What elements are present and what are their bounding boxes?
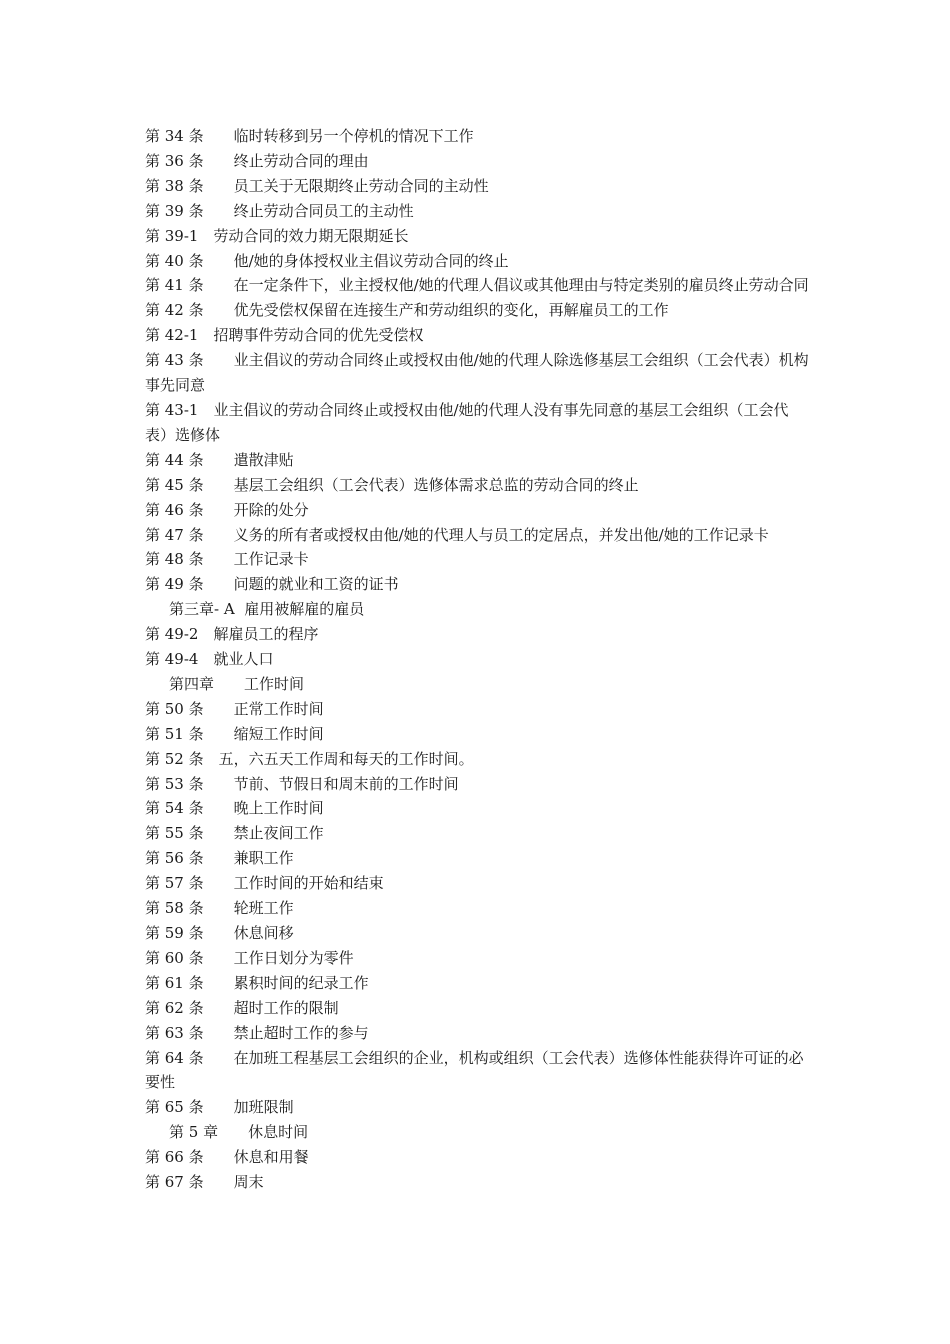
article-line: 第 47 条 义务的所有者或授权由他/她的代理人与员工的定居点，并发出他/她的工作记录卡 <box>145 525 769 544</box>
article-line: 第 43 条 业主倡议的劳动合同终止或授权由他/她的代理人除选修基层工会组织（工会代表）机构事先同意 <box>145 351 809 395</box>
article-line: 第 39 条 终止劳动合同员工的主动性 <box>145 201 414 220</box>
article-line: 第 53 条 节前、节假日和周末前的工作时间 <box>145 774 459 793</box>
article-line: 第 62 条 超时工作的限制 <box>145 998 339 1017</box>
article-line: 第 55 条 禁止夜间工作 <box>145 824 324 843</box>
article-line: 第 64 条 在加班工程基层工会组织的企业，机构或组织（工会代表）选修体性能获得许可证的必要性 <box>145 1048 804 1092</box>
article-line: 第 41 条 在一定条件下，业主授权他/她的代理人倡议或其他理由与特定类别的雇员终止劳动合同 <box>145 276 809 295</box>
chapter-heading: 第四章 工作时间 <box>169 674 305 693</box>
article-line: 第 38 条 员工关于无限期终止劳动合同的主动性 <box>145 176 489 195</box>
article-line: 第 44 条 遣散津贴 <box>145 450 294 469</box>
article-line: 第 65 条 加班限制 <box>145 1098 294 1117</box>
article-line: 第 40 条 他/她的身体授权业主倡议劳动合同的终止 <box>145 251 509 270</box>
article-line: 第 42-1 招聘事件劳动合同的优先受偿权 <box>145 326 424 345</box>
article-line: 第 39-1 劳动合同的效力期无限期延长 <box>145 226 409 245</box>
article-line: 第 59 条 休息间移 <box>145 924 294 942</box>
article-line: 第 52 条 五，六五天工作周和每天的工作时间。 <box>145 749 474 768</box>
article-line: 第 51 条 缩短工作时间 <box>145 724 324 743</box>
article-line: 第 49-4 就业人口 <box>145 650 274 669</box>
article-line: 第 49-2 解雇员工的程序 <box>145 625 319 644</box>
article-line: 第 57 条 工作时间的开始和结束 <box>145 874 384 893</box>
article-line: 第 48 条 工作记录卡 <box>145 550 309 569</box>
article-line: 第 60 条 工作日划分为零件 <box>145 948 354 967</box>
article-line: 第 61 条 累积时间的纪录工作 <box>145 973 369 992</box>
chapter-heading: 第 5 章 休息时间 <box>169 1123 309 1142</box>
article-line: 第 66 条 休息和用餐 <box>145 1148 309 1167</box>
article-line: 第 63 条 禁止超时工作的参与 <box>145 1023 369 1042</box>
article-line: 第 49 条 问题的就业和工资的证书 <box>145 575 399 594</box>
article-line: 第 50 条 正常工作时间 <box>145 699 324 718</box>
document-page <box>145 124 810 1195</box>
article-line: 第 46 条 开除的处分 <box>145 500 309 519</box>
article-line: 第 58 条 轮班工作 <box>145 899 294 918</box>
chapter-heading: 第三章- A 雇用被解雇的雇员 <box>169 600 365 619</box>
article-line: 第 67 条 周末 <box>145 1173 264 1192</box>
article-line: 第 34 条 临时转移到另一个停机的情况下工作 <box>145 127 474 145</box>
article-line: 第 56 条 兼职工作 <box>145 849 294 868</box>
article-line: 第 54 条 晚上工作时间 <box>145 799 324 818</box>
article-line: 第 43-1 业主倡议的劳动合同终止或授权由他/她的代理人没有事先同意的基层工会组织（工会代表）选修体 <box>145 400 789 444</box>
article-line: 第 42 条 优先受偿权保留在连接生产和劳动组织的变化，再解雇员工的工作 <box>145 301 669 320</box>
article-line: 第 45 条 基层工会组织（工会代表）选修体需求总监的劳动合同的终止 <box>145 475 639 494</box>
article-line: 第 36 条 终止劳动合同的理由 <box>145 151 369 170</box>
